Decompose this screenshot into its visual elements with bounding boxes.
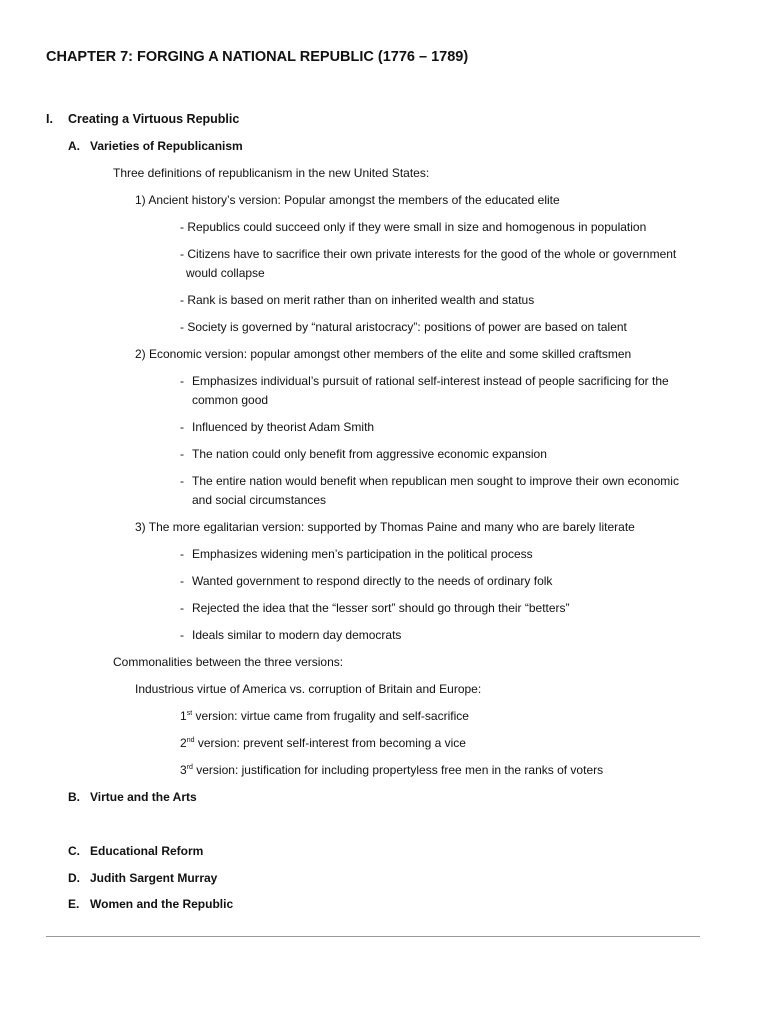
footer-divider (46, 936, 700, 937)
version-2-point-4-text: The entire nation would benefit when republican men sought to improve their own economic (192, 474, 679, 488)
commonality-2-suffix: nd (186, 737, 195, 744)
version-2-point-2-text: Influenced by theorist Adam Smith (192, 420, 375, 434)
subsection-b-heading (68, 790, 197, 805)
subsection-e-label: Women and the Republic (90, 897, 234, 911)
version-2-point-4 (180, 474, 679, 489)
version-3-point-4 (180, 628, 401, 643)
version-2-point-1-text: Emphasizes individual’s pursuit of rational self-interest instead of people sacrificing for the (192, 374, 669, 388)
version-3-point-2 (180, 574, 552, 589)
dash-marker: - (180, 474, 184, 488)
version-2-point-2 (180, 420, 374, 435)
dash-marker: - (180, 628, 184, 642)
subsection-a-label: Varieties of Republicanism (90, 139, 243, 153)
commonality-3-suffix: rd (186, 764, 193, 771)
version-2-point-3-text: The nation could only benefit from aggressive economic expansion (192, 447, 547, 461)
section-i-number: I. (46, 112, 53, 126)
version-2-point-1 (180, 374, 669, 389)
version-3-point-1-text: Emphasizes widening men’s participation in the political process (192, 547, 533, 561)
commonalities-heading: Commonalities between the three versions: (113, 655, 344, 669)
version-2-point-3 (180, 447, 547, 462)
commonalities-subheading: Industrious virtue of America vs. corruption of Britain and Europe: (135, 682, 482, 696)
subsection-a-number: A. (68, 139, 80, 153)
version-3-point-2-text: Wanted government to respond directly to the needs of ordinary folk (192, 574, 553, 588)
commonality-2-text: version: prevent self-interest from becoming a vice (194, 736, 466, 750)
commonality-3-text: version: justification for including propertyless free men in the ranks of voters (192, 763, 604, 777)
dash-marker: - (180, 547, 184, 561)
subsection-d-number: D. (68, 871, 80, 885)
subsection-e-heading (68, 897, 233, 912)
version-3-point-1 (180, 547, 533, 562)
section-i-label: Creating a Virtuous Republic (68, 112, 240, 126)
version-3-heading: 3) The more egalitarian version: supported by Thomas Paine and many who are barely literate (135, 520, 635, 534)
version-2-heading: 2) Economic version: popular amongst other members of the elite and some skilled craftsmen (135, 347, 632, 361)
subsection-b-number: B. (68, 790, 80, 804)
version-1-point-1: - Republics could succeed only if they were small in size and homogenous in population (180, 220, 647, 234)
subsection-a-heading (68, 139, 243, 154)
version-2-point-1-cont: common good (192, 393, 269, 407)
commonality-3 (180, 763, 603, 778)
commonality-3-number: 3 (180, 763, 187, 777)
subsection-c-heading (68, 844, 203, 859)
commonality-1 (180, 709, 469, 724)
version-1-point-3: - Rank is based on merit rather than on inherited wealth and status (180, 293, 535, 307)
commonality-1-text: version: virtue came from frugality and self-sacrifice (192, 709, 469, 723)
version-1-heading: 1) Ancient history’s version: Popular amongst the members of the educated elite (135, 193, 560, 207)
subsection-d-label: Judith Sargent Murray (90, 871, 218, 885)
commonality-2 (180, 736, 466, 751)
dash-marker: - (180, 420, 184, 434)
commonality-1-suffix: st (186, 710, 193, 717)
version-1-point-4: - Society is governed by “natural aristocracy”: positions of power are based on talent (180, 320, 627, 334)
definitions-intro: Three definitions of republicanism in the new United States: (113, 166, 430, 180)
commonality-1-number: 1 (180, 709, 187, 723)
version-3-point-4-text: Ideals similar to modern day democrats (192, 628, 402, 642)
version-3-point-3-text: Rejected the idea that the “lesser sort” should go through their “betters” (192, 601, 570, 615)
subsection-c-label: Educational Reform (90, 844, 204, 858)
chapter-title: CHAPTER 7: FORGING A NATIONAL REPUBLIC (1776 – 1789) (46, 49, 469, 65)
subsection-c-number: C. (68, 844, 80, 858)
subsection-b-label: Virtue and the Arts (90, 790, 197, 804)
subsection-e-number: E. (68, 897, 80, 911)
commonality-2-number: 2 (180, 736, 187, 750)
section-i-heading (46, 112, 239, 127)
dash-marker: - (180, 601, 184, 615)
dash-marker: - (180, 574, 184, 588)
version-1-point-2-cont: would collapse (186, 266, 265, 280)
version-1-point-2: - Citizens have to sacrifice their own private interests for the good of the whole or government (180, 247, 677, 261)
dash-marker: - (180, 447, 184, 461)
version-2-point-4-cont: and social circumstances (192, 493, 327, 507)
dash-marker: - (180, 374, 184, 388)
subsection-d-heading (68, 871, 217, 886)
version-3-point-3 (180, 601, 570, 616)
